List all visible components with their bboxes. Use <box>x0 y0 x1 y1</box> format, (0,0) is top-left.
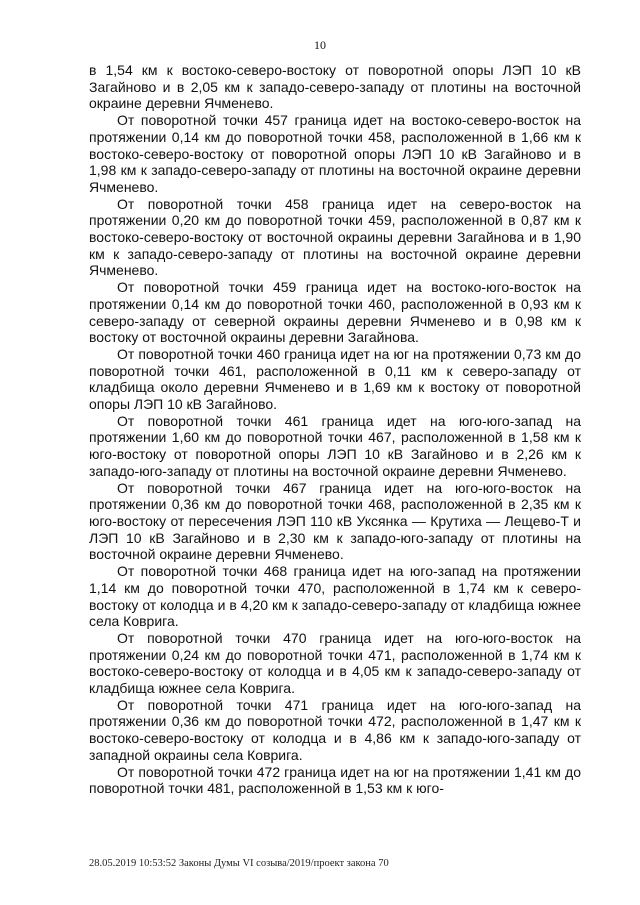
paragraph: От поворотной точки 470 граница идет на юго-юго-восток на протяжении 0,24 км до поворотной точки 471, расположенной в 1,74 км к востоко-северо-востоку от колодца и в 4,05 км к западо-северо-западу от кладбища южнее села Коврига. <box>89 629 581 697</box>
page-number: 10 <box>314 38 326 52</box>
paragraph: в 1,54 км к востоко-северо-востоку от поворотной опоры ЛЭП 10 кВ Загайново и в 2,05 км к западо-северо-западу от плотины на восточной окраине деревни Ячменево. <box>89 62 581 112</box>
paragraph: От поворотной точки 471 граница идет на юго-юго-запад на протяжении 0,36 км до поворотной точки 472, расположенной в 1,47 км к востоко-северо-востоку от колодца и в 4,86 км к западо-юго-западу от западной окраины села Коврига. <box>89 696 581 763</box>
paragraph: От поворотной точки 457 граница идет на востоко-северо-восток на протяжении 0,14 км до поворотной точки 458, расположенной в 1,66 км к востоко-северо-востоку от поворотной опоры ЛЭП 10 кВ Загайново и в 1,98 км к западо-северо-западу от плотины на восточной окраине деревни Ячменево. <box>89 112 581 195</box>
paragraph: От поворотной точки 472 граница идет на юг на протяжении 1,41 км до поворотной точки 481, расположенной в 1,53 км к юго- <box>89 763 581 797</box>
paragraph: От поворотной точки 459 граница идет на востоко-юго-восток на протяжении 0,14 км до поворотной точки 460, расположенной в 0,93 км к северо-западу от северной окраины деревни Ячменево и в 0,98 км к востоку от восточной окраины деревни Загайнова. <box>89 279 581 346</box>
document-body <box>89 62 581 797</box>
paragraph: От поворотной точки 458 граница идет на северо-восток на протяжении 0,20 км до поворотной точки 459, расположенной в 0,87 км к востоко-северо-востоку от восточной окраины деревни Загайнова и в 1,90 км к западо-северо-западу от плотины на восточной окраине деревни Ячменево. <box>89 195 581 279</box>
paragraph: От поворотной точки 461 граница идет на юго-юго-запад на протяжении 1,60 км до поворотной точки 467, расположенной в 1,58 км к юго-востоку от поворотной опоры ЛЭП 10 кВ Загайново и в 2,26 км к западо-юго-западу от плотины на восточной окраине деревни Ячменево. <box>89 412 581 479</box>
paragraph: От поворотной точки 460 граница идет на юг на протяжении 0,73 км до поворотной точки 461, расположенной в 0,11 км к северо-западу от кладбища около деревни Ячменево и в 1,69 км к востоку от поворотной опоры ЛЭП 10 кВ Загайново. <box>89 345 581 413</box>
paragraph: От поворотной точки 467 граница идет на юго-юго-восток на протяжении 0,36 км до поворотной точки 468, расположенной в 2,35 км к юго-востоку от пересечения ЛЭП 110 кВ Уксянка — Крутиха — Лещево-Т и ЛЭП 10 кВ Загайново и в 2,30 км к западо-юго-западу от плотины на восточной окраине деревни Ячменево. <box>89 479 581 563</box>
paragraph: От поворотной точки 468 граница идет на юго-запад на протяжении 1,14 км до поворотной точки 470, расположенной в 1,74 км к северо-востоку от колодца и в 4,20 км к западо-северо-западу от кладбища южнее села Коврига. <box>89 563 581 630</box>
page-footer: 28.05.2019 10:53:52 Законы Думы VI созыва/2019/проект закона 70 <box>89 858 389 869</box>
